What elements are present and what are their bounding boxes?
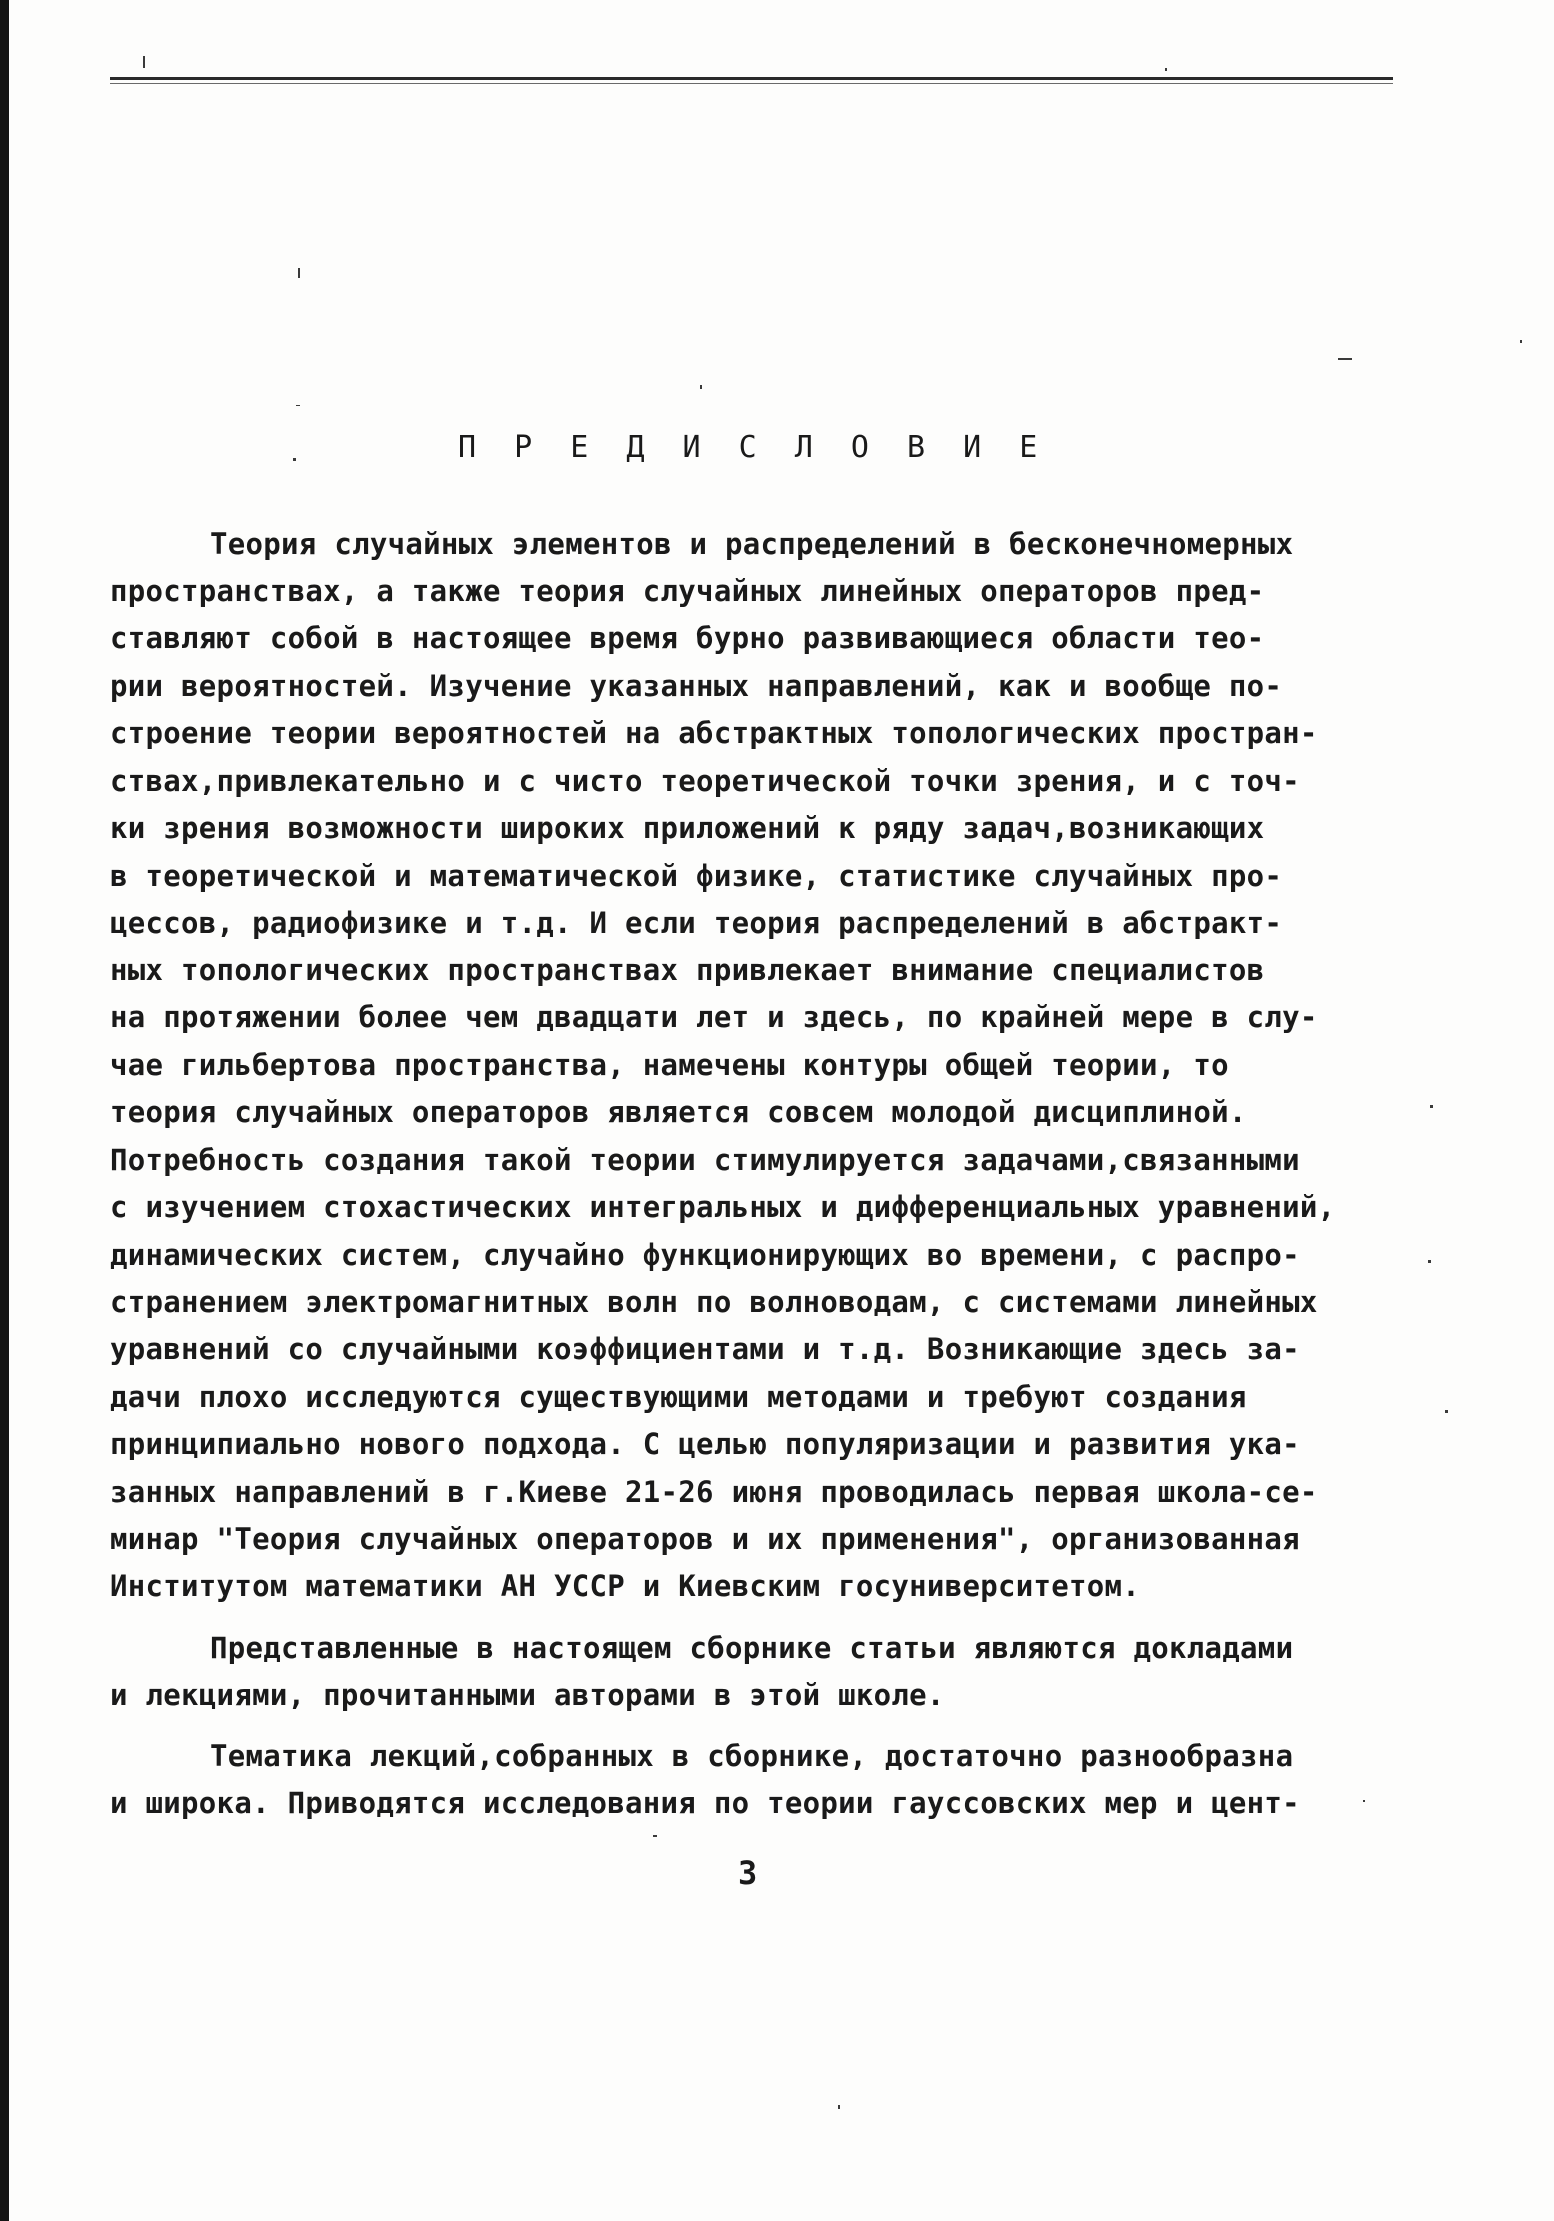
text-line: ки зрения возможности широких приложений к ряду задач,возникающих (110, 811, 1265, 845)
text-line: занных направлений в г.Киеве 21-26 июня проводилась первая школа-се- (110, 1475, 1318, 1509)
text-line: пространствах, а также теория случайных линейных операторов пред- (110, 574, 1265, 608)
text-line: Потребность создания такой теории стимулируется задачами,связанными (110, 1143, 1300, 1177)
scan-speck (1165, 68, 1167, 71)
text-line: строение теории вероятностей на абстрактных топологических простран- (110, 716, 1318, 750)
text-line: уравнений со случайными коэффициентами и т.д. Возникающие здесь за- (110, 1332, 1300, 1366)
scan-speck (143, 56, 145, 68)
scan-speck (1520, 340, 1522, 343)
scan-speck (1445, 1410, 1448, 1413)
preface-heading: П Р Е Д И С Л О В И Е (458, 430, 1048, 465)
text-line: цессов, радиофизике и т.д. И если теория распределений в абстракт- (110, 906, 1283, 940)
scan-speck (296, 405, 300, 406)
top-rule-shadow (110, 83, 1393, 84)
text-line: ствах,привлекательно и с чисто теоретической точки зрения, и с точ- (110, 764, 1300, 798)
text-line: рии вероятностей. Изучение указанных направлений, как и вообще по- (110, 669, 1283, 703)
scan-speck (653, 1835, 657, 1837)
text-line: с изучением стохастических интегральных и дифференциальных уравнений, (110, 1190, 1336, 1224)
text-line: принципиально нового подхода. С целью популяризации и развития ука- (110, 1427, 1300, 1461)
top-rule (110, 77, 1393, 80)
text-line: странением электромагнитных волн по волноводам, с системами линейных (110, 1285, 1318, 1319)
text-line: Институтом математики АН УССР и Киевским госуниверситетом. (110, 1569, 1141, 1603)
text-line: Теория случайных элементов и распределений в бесконечномерных (210, 527, 1294, 561)
page-number: 3 (738, 1854, 758, 1892)
text-line: и широка. Приводятся исследования по теории гауссовских мер и цент- (110, 1786, 1300, 1820)
text-line: минар "Теория случайных операторов и их применения", организованная (110, 1522, 1300, 1556)
scan-speck (1338, 358, 1352, 360)
text-line: в теоретической и математической физике, статистике случайных про- (110, 859, 1283, 893)
text-line: ных топологических пространствах привлекает внимание специалистов (110, 953, 1265, 987)
text-line: и лекциями, прочитанными авторами в этой школе. (110, 1678, 945, 1712)
text-line: теория случайных операторов является совсем молодой дисциплиной. (110, 1095, 1247, 1129)
text-line: на протяжении более чем двадцати лет и здесь, по крайней мере в слу- (110, 1000, 1318, 1034)
scan-speck (298, 268, 300, 278)
scan-speck (700, 385, 702, 389)
text-line: ставляют собой в настоящее время бурно развивающиеся области тео- (110, 621, 1265, 655)
scan-speck (838, 2105, 840, 2109)
text-line: чае гильбертова пространства, намечены контуры общей теории, то (110, 1048, 1229, 1082)
text-line: Представленные в настоящем сборнике статьи являются докладами (210, 1631, 1294, 1665)
text-line: Тематика лекций,собранных в сборнике, достаточно разнообразна (210, 1739, 1294, 1773)
text-line: дачи плохо исследуются существующими методами и требуют создания (110, 1380, 1247, 1414)
binding-edge (0, 0, 9, 2221)
scan-speck (293, 458, 296, 461)
text-line: динамических систем, случайно функционирующих во времени, с распро- (110, 1238, 1300, 1272)
